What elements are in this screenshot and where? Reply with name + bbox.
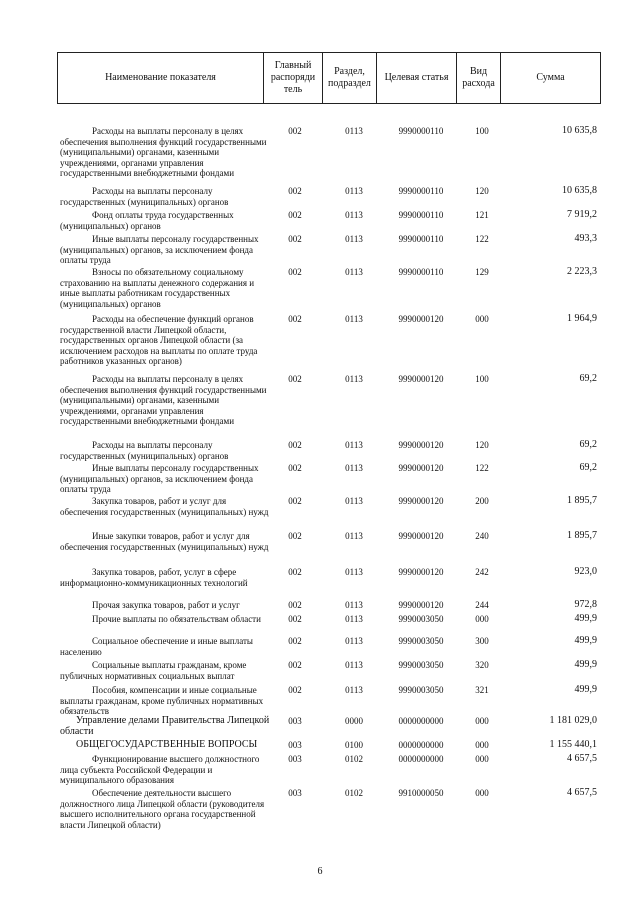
row-vid: 321 — [475, 685, 489, 695]
row-name: Взносы по обязательному социальному страхованию на выплаты денежного содержания и иные выплаты работникам государственных (муниципальных) органов — [60, 267, 255, 309]
row-glav: 002 — [288, 660, 302, 670]
row-name: Социальные выплаты гражданам, кроме публичных нормативных социальных выплат — [60, 660, 247, 681]
row-razd: 0113 — [345, 267, 363, 277]
row-glav: 002 — [288, 186, 302, 196]
row-cel: 9990000110 — [398, 210, 444, 220]
row-glav: 002 — [288, 126, 302, 136]
row-name: Управление делами Правительства Липецкой области — [60, 715, 270, 737]
header-vid — [457, 53, 501, 103]
row-sum: 493,3 — [574, 233, 597, 244]
row-vid: 000 — [475, 740, 489, 750]
row-sum: 499,9 — [574, 613, 597, 624]
header-razd-text — [328, 66, 371, 90]
row-glav: 002 — [288, 267, 302, 277]
row-vid: 100 — [475, 126, 489, 136]
row-glav: 002 — [288, 636, 302, 646]
header-sum — [501, 53, 600, 103]
row-sum: 10 635,8 — [562, 185, 597, 196]
row-cel: 9990000120 — [398, 496, 444, 506]
row-glav: 002 — [288, 374, 302, 384]
row-razd: 0113 — [345, 600, 363, 610]
row-sum: 499,9 — [574, 635, 597, 646]
row-cel: 9990000110 — [398, 234, 444, 244]
row-sum: 1 155 440,1 — [549, 739, 597, 750]
row-sum: 1 964,9 — [567, 313, 597, 324]
row-name: Закупка товаров, работ, услуг в сфере информационно-коммуникационных технологий — [60, 567, 248, 588]
row-glav: 003 — [288, 754, 302, 764]
header-glav-line: распоряди — [270, 72, 316, 83]
row-sum: 972,8 — [574, 599, 597, 610]
row-sum: 499,9 — [574, 659, 597, 670]
row-razd: 0113 — [345, 685, 363, 695]
row-razd: 0113 — [345, 614, 363, 624]
row-cel: 0000000000 — [398, 754, 444, 764]
row-vid: 000 — [475, 314, 489, 324]
row-sum: 923,0 — [574, 566, 597, 577]
row-cel: 9990000120 — [398, 314, 444, 324]
row-name: ОБЩЕГОСУДАРСТВЕННЫЕ ВОПРОСЫ — [76, 739, 258, 750]
row-glav: 002 — [288, 496, 302, 506]
row-razd: 0100 — [345, 740, 363, 750]
row-cel: 0000000000 — [398, 716, 444, 726]
row-glav: 002 — [288, 614, 302, 624]
header-glav-line: тель — [283, 84, 303, 95]
row-glav: 002 — [288, 685, 302, 695]
row-razd: 0102 — [345, 788, 363, 798]
header-cel-text: Целевая статья — [384, 72, 449, 83]
header-glav-text — [271, 60, 315, 96]
row-glav: 002 — [288, 463, 302, 473]
row-name: Прочие выплаты по обязательствам области — [92, 614, 261, 624]
row-vid: 120 — [475, 186, 489, 196]
row-name: Расходы на выплаты персоналу государственных (муниципальных) органов — [60, 440, 229, 461]
row-cel: 9990000120 — [398, 440, 444, 450]
row-glav: 003 — [288, 716, 302, 726]
row-razd: 0113 — [345, 636, 363, 646]
row-glav: 002 — [288, 600, 302, 610]
row-sum: 1 181 029,0 — [549, 715, 597, 726]
row-sum: 69,2 — [579, 373, 597, 384]
row-sum: 2 223,3 — [567, 266, 597, 277]
row-razd: 0113 — [345, 126, 363, 136]
row-name: Расходы на выплаты персоналу государственных (муниципальных) органов — [60, 186, 229, 207]
header-name-text: Наименование показателя — [105, 72, 216, 83]
row-cel: 9990000120 — [398, 374, 444, 384]
row-name: Иные выплаты персоналу государственных (муниципальных) органов, за исключением фонда оплаты труда — [60, 463, 259, 494]
row-razd: 0113 — [345, 660, 363, 670]
row-vid: 000 — [475, 614, 489, 624]
row-cel: 9990000120 — [398, 531, 444, 541]
header-glav-line: Главный — [274, 60, 312, 71]
row-name: Иные выплаты персоналу государственных (муниципальных) органов, за исключением фонда оплаты труда — [60, 234, 259, 265]
header-sum-text: Сумма — [536, 72, 565, 83]
row-cel: 9990003050 — [398, 685, 444, 695]
header-name — [58, 53, 264, 103]
row-glav: 003 — [288, 788, 302, 798]
row-cel: 0000000000 — [398, 740, 444, 750]
row-name: Расходы на выплаты персоналу в целях обеспечения выполнения функций государственными (муниципальными) органами, казенными учреждениями, органами управления государственными внебюджетными фондами — [60, 374, 267, 426]
row-razd: 0113 — [345, 496, 363, 506]
row-cel: 9990000110 — [398, 126, 444, 136]
row-name: Функционирование высшего должностного лица субъекта Российской Федерации и муниципального образования — [60, 754, 260, 785]
row-razd: 0113 — [345, 314, 363, 324]
header-vid-text — [462, 66, 495, 90]
row-razd: 0113 — [345, 440, 363, 450]
row-vid: 000 — [475, 754, 489, 764]
row-name: Расходы на выплаты персоналу в целях обеспечения выполнения функций государственными (муниципальными) органами, казенными учреждениями, органами управления государственными внебюджетными фондами — [60, 126, 267, 178]
row-vid: 200 — [475, 496, 489, 506]
header-razd-line: Раздел, — [334, 66, 365, 77]
row-vid: 122 — [475, 234, 489, 244]
row-vid: 240 — [475, 531, 489, 541]
row-vid: 121 — [475, 210, 489, 220]
row-vid: 242 — [475, 567, 489, 577]
row-name: Закупка товаров, работ и услуг для обеспечения государственных (муниципальных) нужд — [60, 496, 269, 517]
row-sum: 4 657,5 — [567, 787, 597, 798]
header-vid-line: расхода — [462, 78, 495, 89]
row-glav: 002 — [288, 531, 302, 541]
row-vid: 120 — [475, 440, 489, 450]
row-name: Прочая закупка товаров, работ и услуг — [92, 600, 240, 610]
row-glav: 003 — [288, 740, 302, 750]
row-glav: 002 — [288, 210, 302, 220]
row-cel: 9990000110 — [398, 186, 444, 196]
row-name: Иные закупки товаров, работ и услуг для обеспечения государственных (муниципальных) нужд — [60, 531, 269, 552]
row-cel: 9990000110 — [398, 267, 444, 277]
row-sum: 69,2 — [579, 439, 597, 450]
row-vid: 244 — [475, 600, 489, 610]
header-glav — [264, 53, 323, 103]
row-vid: 100 — [475, 374, 489, 384]
row-glav: 002 — [288, 314, 302, 324]
row-cel: 9990003050 — [398, 660, 444, 670]
row-razd: 0113 — [345, 186, 363, 196]
row-razd: 0000 — [345, 716, 363, 726]
row-sum: 7 919,2 — [567, 209, 597, 220]
row-cel: 9990003050 — [398, 614, 444, 624]
row-name: Расходы на обеспечение функций органов государственной власти Липецкой области, государственных органов Липецкой области (за исключением расходов на выплаты по оплате труда работников указанных органов) — [60, 314, 258, 366]
page-number: 6 — [317, 866, 323, 877]
header-razd — [323, 53, 377, 103]
row-sum: 69,2 — [579, 462, 597, 473]
row-razd: 0113 — [345, 210, 363, 220]
row-razd: 0113 — [345, 374, 363, 384]
header-vid-line: Вид — [469, 66, 488, 77]
row-vid: 320 — [475, 660, 489, 670]
row-cel: 9990003050 — [398, 636, 444, 646]
row-sum: 4 657,5 — [567, 753, 597, 764]
row-glav: 002 — [288, 440, 302, 450]
row-vid: 129 — [475, 267, 489, 277]
row-razd: 0113 — [345, 567, 363, 577]
row-name: Фонд оплаты труда государственных (муниципальных) органов — [60, 210, 234, 231]
row-sum: 1 895,7 — [567, 495, 597, 506]
row-name: Обеспечение деятельности высшего должностного лица Липецкой области (руководителя высшего исполнительного органа государственной власти Липецкой области) — [60, 788, 265, 830]
row-cel: 9990000120 — [398, 567, 444, 577]
row-razd: 0102 — [345, 754, 363, 764]
row-name: Социальное обеспечение и иные выплаты населению — [60, 636, 253, 657]
row-razd: 0113 — [345, 234, 363, 244]
row-sum: 499,9 — [574, 684, 597, 695]
table-header — [57, 52, 601, 104]
row-razd: 0113 — [345, 463, 363, 473]
row-vid: 000 — [475, 788, 489, 798]
row-razd: 0113 — [345, 531, 363, 541]
row-glav: 002 — [288, 234, 302, 244]
row-name: Пособия, компенсации и иные социальные выплаты гражданам, кроме публичных нормативных обязательств — [60, 685, 264, 716]
row-vid: 122 — [475, 463, 489, 473]
row-sum: 10 635,8 — [562, 125, 597, 136]
row-glav: 002 — [288, 567, 302, 577]
header-cel — [377, 53, 457, 103]
row-cel: 9990000120 — [398, 463, 444, 473]
row-cel: 9990000120 — [398, 600, 444, 610]
row-sum: 1 895,7 — [567, 530, 597, 541]
row-vid: 000 — [475, 716, 489, 726]
row-cel: 9910000050 — [398, 788, 444, 798]
row-vid: 300 — [475, 636, 489, 646]
header-razd-line: подраздел — [328, 78, 371, 89]
